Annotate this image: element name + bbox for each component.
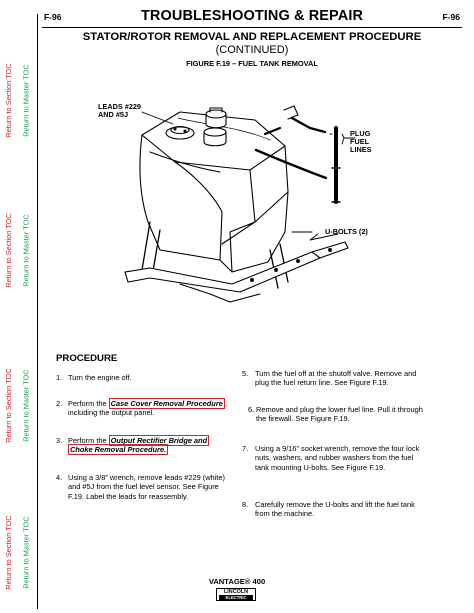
- output-rectifier-bridge-link[interactable]: Output Rectifier Bridge and: [110, 436, 208, 445]
- procedure-heading: PROCEDURE: [56, 353, 118, 364]
- callout-leads: LEADS #229 AND #5J: [98, 102, 141, 120]
- return-to-section-toc-link-1[interactable]: Return to Section TOC: [3, 62, 13, 138]
- lincoln-electric-logo: LINCOLN ELECTRIC: [216, 588, 256, 601]
- return-to-section-toc-link-2[interactable]: Return to Section TOC: [3, 212, 13, 288]
- return-to-master-toc-link-2[interactable]: Return to Master TOC: [21, 213, 31, 287]
- fuel-tank-figure: [80, 72, 450, 322]
- footer-model-name: VANTAGE® 400: [208, 577, 266, 586]
- return-to-master-toc-link-4[interactable]: Return to Master TOC: [21, 515, 31, 589]
- left-margin-rule: [37, 14, 38, 609]
- choke-removal-link[interactable]: Choke Removal Procedure.: [70, 445, 167, 455]
- step-8: 8. Carefully remove the U-bolts and lift the fuel tank from the machine.: [242, 500, 415, 519]
- step-3: 3. Perform the Output Rectifier Bridge and Choke Removal Procedure.: [56, 436, 208, 455]
- section-title: STATOR/ROTOR REMOVAL AND REPLACEMENT PROCEDURE: [82, 31, 422, 43]
- page-title: TROUBLESHOOTING & REPAIR: [140, 8, 364, 24]
- return-to-master-toc-link-3[interactable]: Return to Master TOC: [21, 368, 31, 442]
- callout-plug-fuel-lines: PLUG FUEL LINES: [350, 129, 372, 155]
- step-2: 2. Perform the Case Cover Removal Procedure , including the output panel.: [56, 399, 227, 418]
- page-number-left: F-96: [44, 12, 62, 22]
- return-to-master-toc-link-1[interactable]: Return to Master TOC: [21, 63, 31, 137]
- step-6: 6. Remove and plug the lower fuel line. Pull it through the firewall. See Figure F.19.: [248, 405, 423, 424]
- section-subtitle: (CONTINUED): [215, 44, 289, 56]
- return-to-section-toc-link-4[interactable]: Return to Section TOC: [3, 514, 13, 590]
- step-1: 1. Turn the engine off.: [56, 373, 132, 382]
- page-number-right: F-96: [442, 12, 460, 22]
- case-cover-removal-link[interactable]: Case Cover Removal Procedure: [110, 399, 223, 408]
- step-5: 5. Turn the fuel off at the shutoff valve. Remove and plug the fuel return line. See Figure F.19.: [242, 369, 417, 388]
- figure-title: FIGURE F.19 – FUEL TANK REMOVAL: [186, 59, 318, 68]
- return-to-section-toc-link-3[interactable]: Return to Section TOC: [3, 367, 13, 443]
- step-7: 7. Using a 9/16” socket wrench, remove the four lock nuts, washers, and rubber washers from the fuel tank mounting U-bolts. See Figure F.19.: [242, 444, 420, 472]
- callout-u-bolts: U-BOLTS (2): [325, 227, 368, 236]
- step-4: 4. Using a 3/8” wrench, remove leads #229 (white) and #5J from the fuel level sensor. See Figure F.19. Label the leads for reassembly.: [56, 473, 225, 501]
- title-divider: [42, 27, 462, 28]
